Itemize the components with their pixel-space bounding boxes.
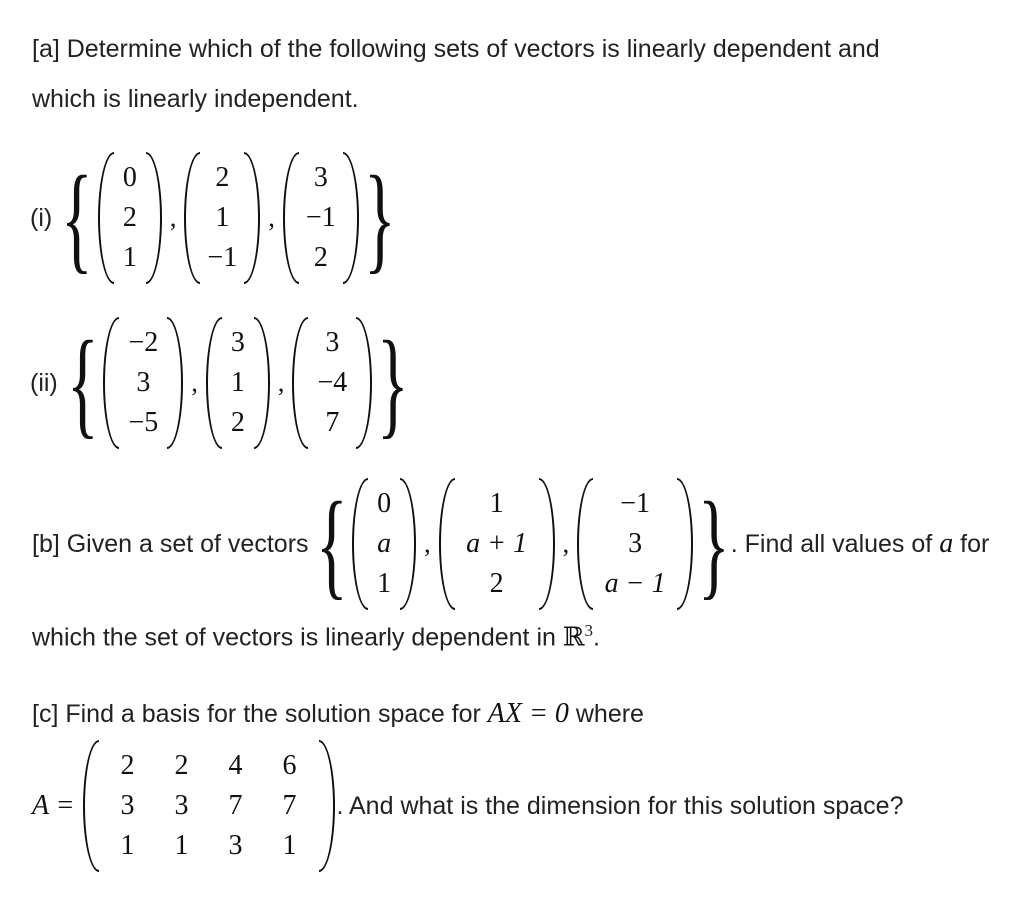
equation: AX = 0	[487, 698, 569, 729]
vector: 0 2 1	[98, 152, 162, 284]
part-b-line-2: which the set of vectors is linearly dependent in ℝ$^3$.	[32, 621, 600, 652]
set-i-label: (i)	[30, 203, 53, 232]
part-c-line-1: [c] Find a basis for the solution space for AX = 0 where	[32, 698, 644, 729]
left-brace: {	[315, 477, 348, 610]
vector: 1 a + 1 2	[439, 478, 555, 610]
right-brace: }	[377, 316, 410, 449]
vector: 2 1 −1	[184, 152, 260, 284]
vector-set-i: (i) { 0 2 1 , 2 1 −1 , 3 −1 2 }	[30, 151, 396, 284]
vector: 3 −1 2	[283, 152, 359, 284]
part-b-suffix: . Find all values of a for	[730, 528, 990, 559]
real-space-symbol: ℝ	[562, 622, 585, 652]
vector: −2 3 −5	[103, 317, 183, 449]
right-brace: }	[363, 151, 396, 284]
part-b-prefix: [b] Given a set of vectors	[32, 529, 309, 558]
part-a-line-2: which is linearly independent.	[32, 85, 359, 113]
matrix-grid: 2 2 4 6 3 3 7 7 1 1 3 1	[120, 750, 297, 861]
part-b-statement: [b] Given a set of vectors { 0 a 1 , 1 a + 1 2 , −1 3 a − 1 } . Find all values of a for	[32, 477, 990, 610]
part-a-line-1: [a] Determine which of the following sets of vectors is linearly dependent and	[32, 35, 880, 63]
vector: 3 −4 7	[292, 317, 372, 449]
part-c-question: . And what is the dimension for this solution space?	[336, 791, 904, 820]
left-brace: {	[66, 316, 99, 449]
vector-set-ii: (ii) { −2 3 −5 , 3 1 2 , 3 −4 7 }	[30, 316, 410, 449]
set-ii-label: (ii)	[30, 368, 58, 397]
vector: −1 3 a − 1	[577, 478, 693, 610]
left-brace: {	[61, 151, 93, 284]
matrix-label: A =	[32, 790, 75, 821]
vector: 0 a 1	[352, 478, 416, 610]
vector: 3 1 2	[206, 317, 270, 449]
matrix-a	[32, 740, 904, 872]
right-brace: }	[698, 477, 730, 610]
